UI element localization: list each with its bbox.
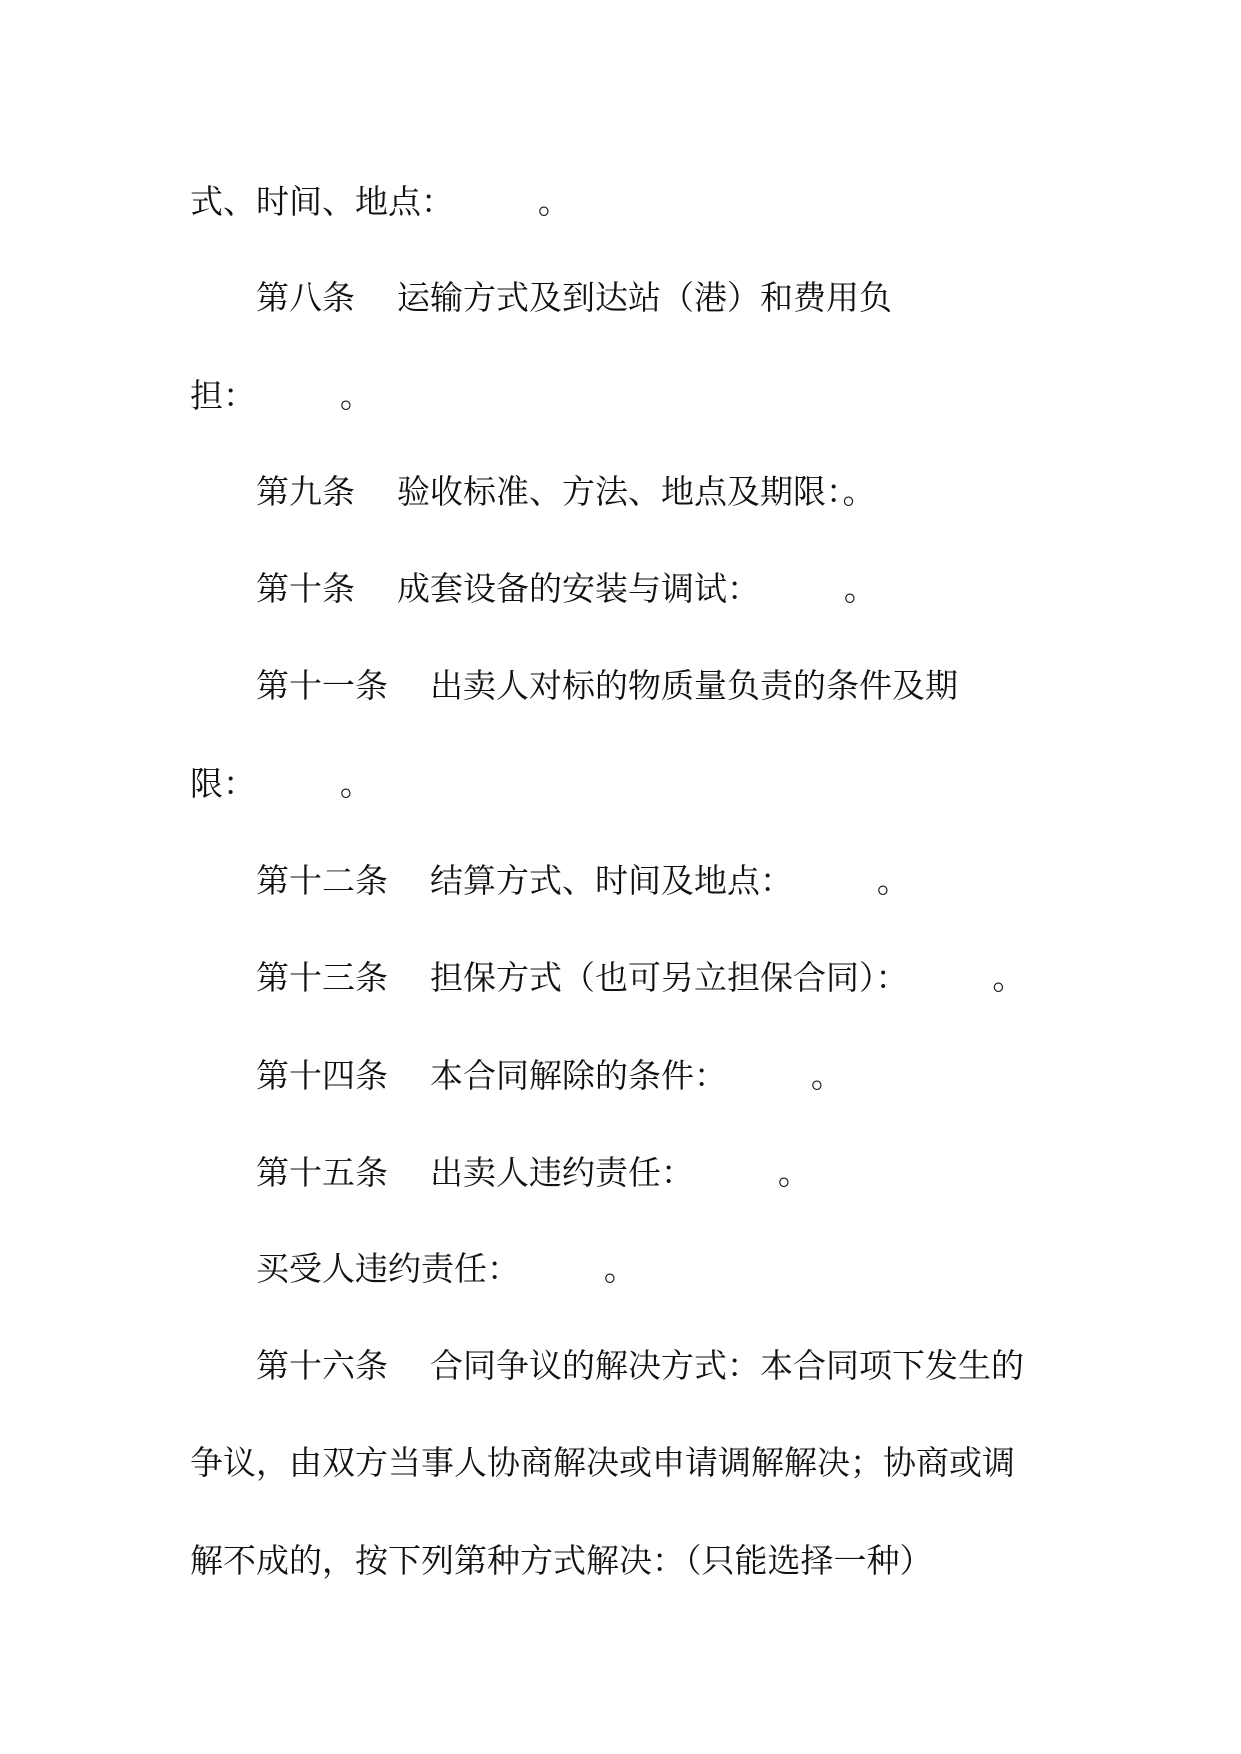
clause-11-title: 第十一条 出卖人对标的物质量负责的条件及期	[256, 666, 958, 705]
text-line-14: 争议，由双方当事人协商解决或申请调解解决；协商或调	[190, 1443, 1015, 1482]
clause-15: 第十五条 出卖人违约责任： 。	[256, 1153, 811, 1192]
clause-9: 第九条 验收标准、方法、地点及期限：。	[256, 472, 876, 511]
clause-10: 第十条 成套设备的安装与调试： 。	[256, 569, 877, 608]
text-line-15: 解不成的，按下列第种方式解决：（只能选择一种）	[190, 1541, 933, 1580]
clause-8-title: 第八条 运输方式及到达站（港）和费用负	[256, 278, 892, 317]
text-line-1: 式、时间、地点： 。	[190, 182, 571, 221]
text-line-3: 担： 。	[190, 376, 373, 415]
text-line-7: 限： 。	[190, 764, 373, 803]
clause-13: 第十三条 担保方式（也可另立担保合同）： 。	[256, 958, 1026, 997]
clause-14: 第十四条 本合同解除的条件： 。	[256, 1056, 844, 1095]
clause-16-title: 第十六条 合同争议的解决方式：本合同项下发生的	[256, 1346, 1024, 1385]
buyer-liability: 买受人违约责任： 。	[256, 1249, 637, 1288]
clause-12: 第十二条 结算方式、时间及地点： 。	[256, 861, 910, 900]
